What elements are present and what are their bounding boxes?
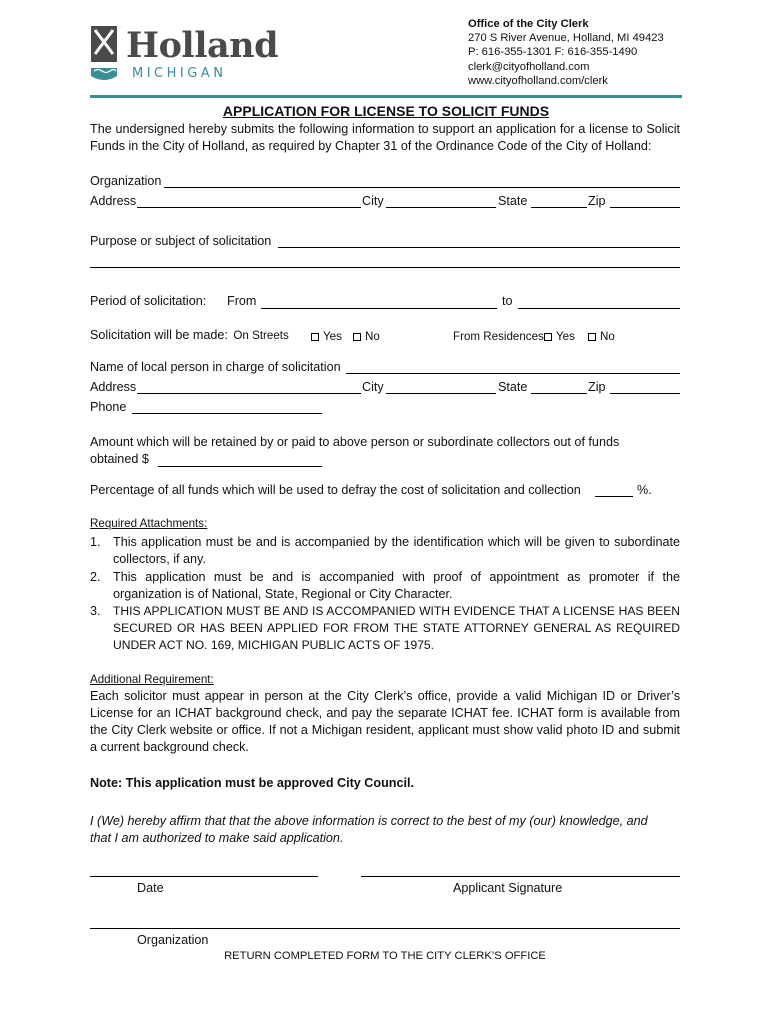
office-info — [468, 17, 664, 88]
amount-label-line-1: Amount which will be retained by or paid to above person or subordinate collectors out of funds — [90, 435, 620, 449]
streets-no-checkbox[interactable] — [353, 333, 361, 341]
local-city-label: City — [362, 380, 384, 394]
required-item-3-number: 3. — [90, 604, 101, 618]
period-from-label: From — [227, 294, 257, 308]
office-email: clerk@cityofholland.com — [468, 60, 590, 73]
logo-sub: MICHIGAN — [132, 66, 227, 81]
applicant-signature-label: Applicant Signature — [453, 881, 563, 895]
amount-field[interactable] — [158, 466, 322, 467]
zip-label: Zip — [588, 194, 606, 208]
required-item-1-number: 1. — [90, 535, 101, 549]
office-phone: P: 616-355-1301 F: 616-355-1490 — [468, 46, 638, 59]
office-title: Office of the City Clerk — [468, 18, 589, 30]
required-heading: Required Attachments: — [90, 517, 208, 530]
from-residences-label: From Residences — [453, 330, 544, 343]
purpose-field[interactable] — [278, 247, 680, 248]
purpose-field-line-2[interactable] — [90, 267, 680, 268]
holland-crest-icon — [90, 24, 118, 82]
on-streets-label: On Streets — [233, 329, 289, 342]
approval-note: Note: This application must be approved City Council. — [90, 776, 414, 790]
footer-instruction: RETURN COMPLETED FORM TO THE CITY CLERK’S OFFICE — [224, 950, 546, 962]
organization-field[interactable] — [164, 187, 680, 188]
form-title: APPLICATION FOR LICENSE TO SOLICIT FUNDS — [222, 103, 550, 119]
residences-yes-label: Yes — [556, 330, 575, 343]
residences-no-label: No — [600, 330, 615, 343]
additional-text: Each solicitor must appear in person at the City Clerk’s office, provide a valid Michigan ID or Driver’s License for an ICHAT background check, and pay the separate ICHAT fee. ICHAT form is available from the City Clerk website or office. If not a Michigan resident, applicant must show valid photo ID and submit a current background check. — [90, 689, 680, 754]
organization-signature-line[interactable] — [90, 928, 680, 929]
period-from-field[interactable] — [261, 308, 497, 309]
address-label: Address — [90, 194, 137, 208]
city-label: City — [362, 194, 384, 208]
date-signature-line[interactable] — [90, 876, 318, 877]
solicitation-made-label — [90, 327, 289, 344]
required-item-2-text: This application must be and is accompanied with proof of appointment as promoter if the organization is of National, State, Regional or City Character. — [113, 570, 680, 601]
office-address: 270 S River Avenue, Holland, MI 49423 — [468, 32, 664, 45]
residences-no-option[interactable] — [588, 328, 615, 345]
made-label: Solicitation will be made: — [90, 328, 228, 342]
streets-no-label: No — [365, 330, 380, 343]
local-zip-field[interactable] — [610, 393, 680, 394]
city-logo — [90, 24, 280, 86]
state-field[interactable] — [531, 207, 587, 208]
applicant-signature-line[interactable] — [361, 876, 680, 877]
state-label: State — [498, 194, 528, 208]
zip-field[interactable] — [610, 207, 680, 208]
percentage-label: Percentage of all funds which will be used to defray the cost of solicitation and collection — [90, 483, 581, 497]
period-label: Period of solicitation: — [90, 294, 207, 308]
date-label: Date — [137, 881, 164, 895]
local-state-field[interactable] — [531, 393, 587, 394]
local-zip-label: Zip — [588, 380, 606, 394]
residences-yes-checkbox[interactable] — [544, 333, 552, 341]
residences-yes-option[interactable] — [544, 328, 575, 345]
local-person-label: Name of local person in charge of solicitation — [90, 360, 341, 374]
streets-yes-option[interactable] — [311, 328, 342, 345]
purpose-label: Purpose or subject of solicitation — [90, 234, 272, 248]
streets-no-option[interactable] — [353, 328, 380, 345]
period-to-label: to — [502, 294, 513, 308]
required-item-1-text: This application must be and is accompanied by the identification which will be given to subordinate collectors, if any. — [113, 535, 680, 566]
percentage-field[interactable] — [595, 496, 633, 497]
local-address-field[interactable] — [137, 393, 361, 394]
organization-label: Organization — [90, 174, 162, 188]
amount-label-line-2: obtained $ — [90, 452, 149, 466]
local-city-field[interactable] — [386, 393, 496, 394]
residences-no-checkbox[interactable] — [588, 333, 596, 341]
local-person-field[interactable] — [346, 373, 680, 374]
city-field[interactable] — [386, 207, 496, 208]
phone-field[interactable] — [132, 413, 322, 414]
local-address-label: Address — [90, 380, 137, 394]
logo-name: Holland — [126, 25, 279, 66]
intro-paragraph: The undersigned hereby submits the following information to support an application for a license to Solicit Funds in the City of Holland, as required by Chapter 31 of the Ordinance Code of the City of Holland: — [90, 122, 680, 153]
address-field[interactable] — [137, 207, 361, 208]
percent-sign: %. — [637, 483, 652, 497]
affirmation: I (We) hereby affirm that that the above information is correct to the best of my (our) knowledge, and that I am authorized to make said application. — [90, 814, 648, 845]
period-to-field[interactable] — [518, 308, 680, 309]
required-item-3-text: THIS APPLICATION MUST BE AND IS ACCOMPANIED WITH EVIDENCE THAT A LICENSE HAS BEEN SECURED OR HAS BEEN APPLIED FOR FROM THE STATE ATTORNEY GENERAL AS REQUIRED UNDER ACT NO. 169, MICHIGAN PUBLIC ACTS OF 1975. — [113, 604, 680, 652]
header-divider — [90, 95, 682, 98]
streets-yes-label: Yes — [323, 330, 342, 343]
local-state-label: State — [498, 380, 528, 394]
streets-yes-checkbox[interactable] — [311, 333, 319, 341]
phone-label: Phone — [90, 400, 127, 414]
organization-signature-label: Organization — [137, 933, 209, 947]
required-item-2-number: 2. — [90, 570, 101, 584]
office-web: www.cityofholland.com/clerk — [468, 74, 608, 87]
additional-heading: Additional Requirement: — [90, 673, 214, 686]
